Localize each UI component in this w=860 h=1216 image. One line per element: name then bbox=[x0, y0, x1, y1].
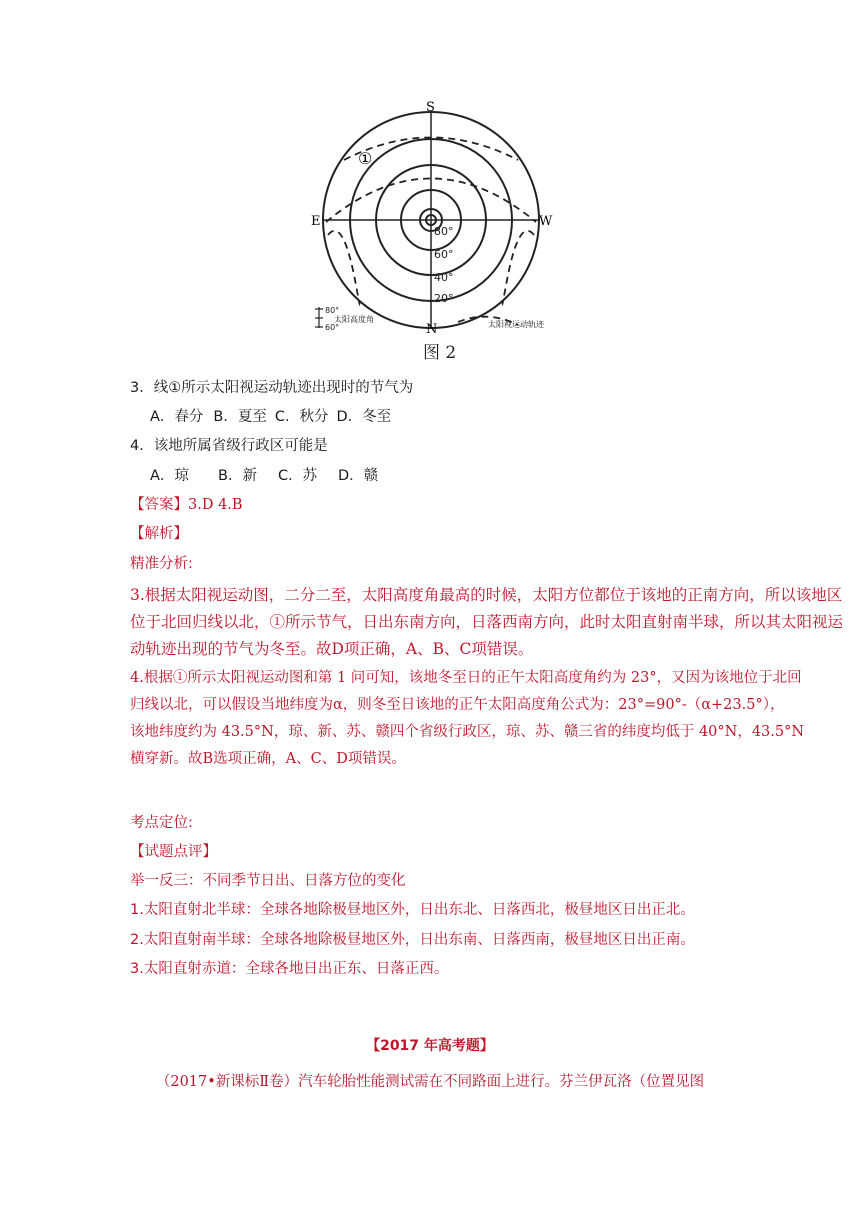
legend-scale-60: 60° bbox=[325, 323, 340, 332]
q3-option-c: C．秋分 bbox=[274, 409, 329, 425]
legend-track-label: 太阳视运动轨迹 bbox=[488, 320, 544, 329]
answer-line bbox=[130, 495, 243, 515]
q4-option-b: B．新 bbox=[218, 468, 257, 484]
analysis-p2-line: 该地纬度约为 43.5°N，琼、新、苏、赣四个省级行政区，琼、苏、赣三省的纬度均低于 40°N，43.5°N bbox=[130, 724, 805, 740]
legend-altitude-label: 太阳高度角 bbox=[334, 315, 374, 324]
question-3: 3．线①所示太阳视运动轨迹出现时的节气为 bbox=[130, 380, 414, 396]
analysis-p2-line: 归线以北，可以假设当地纬度为α，则冬至日该地的正午太阳高度角公式为：23°=90°-（α+23.5°）， bbox=[130, 697, 785, 713]
legend-scale-80: 80° bbox=[325, 306, 340, 315]
q3-option-b: B．夏至 bbox=[213, 409, 267, 425]
track-1-label: ① bbox=[358, 149, 373, 168]
answer-label: 【答案】 bbox=[130, 497, 188, 513]
analysis-p1-line: 动轨迹出现的节气为冬至。故D项正确，A、B、C项错误。 bbox=[130, 640, 534, 658]
q4-option-c: C．苏 bbox=[278, 468, 318, 484]
analysis-paragraph-2 bbox=[130, 665, 850, 773]
q3-option-d: D．冬至 bbox=[336, 409, 392, 425]
altitude-label-20: 20° bbox=[434, 292, 454, 305]
altitude-label-80: 80° bbox=[434, 225, 454, 238]
analysis-p1-line: 位于北回归线以北，①所示节气，日出东南方向，日落西南方向，此时太阳直射南半球，所以其太阳视运 bbox=[130, 613, 844, 631]
review-item-2: 2.太阳直射南半球：全球各地除极昼地区外，日出东南、日落西南，极昼地区日出正南。 bbox=[130, 932, 695, 948]
direction-south: S bbox=[426, 100, 435, 115]
review-label: 【试题点评】 bbox=[130, 844, 217, 860]
direction-east: E bbox=[311, 214, 321, 229]
sun-path-diagram bbox=[308, 100, 578, 368]
next-question-stem: （2017•新课标Ⅱ卷）汽车轮胎性能测试需在不同路面上进行。芬兰伊瓦洛（位置见图 bbox=[155, 1074, 705, 1090]
direction-west: W bbox=[539, 214, 553, 229]
analysis-p1-line: 3.根据太阳视运动图，二分二至，太阳高度角最高的时候，太阳方位都位于该地的正南方向，所以该地区 bbox=[130, 586, 843, 604]
kaodian-label: 考点定位: bbox=[130, 815, 193, 831]
direction-north: N bbox=[426, 322, 438, 337]
analysis-p2-line: 4.根据①所示太阳视运动图和第 1 问可知，该地冬至日的正午太阳高度角约为 23°，又因为该地位于北回 bbox=[130, 670, 802, 686]
analysis-paragraph-1 bbox=[130, 582, 850, 663]
q4-option-a: A．琼 bbox=[150, 468, 189, 484]
figure-caption: 图 2 bbox=[423, 343, 457, 363]
analysis-p2-line: 横穿新。故B选项正确，A、C、D项错误。 bbox=[130, 751, 406, 767]
answer-value: 3.D 4.B bbox=[188, 497, 243, 513]
section-title: 【2017 年高考题】 bbox=[366, 1038, 494, 1054]
question-4-options bbox=[150, 466, 378, 486]
altitude-label-40: 40° bbox=[434, 271, 454, 284]
question-3-options bbox=[150, 407, 391, 427]
altitude-label-60: 60° bbox=[434, 248, 454, 261]
q4-option-d: D．赣 bbox=[338, 468, 379, 484]
review-intro: 举一反三：不同季节日出、日落方位的变化 bbox=[130, 873, 406, 889]
question-4: 4．该地所属省级行政区可能是 bbox=[130, 438, 328, 454]
review-item-3: 3.太阳直射赤道：全球各地日出正东、日落正西。 bbox=[130, 961, 449, 977]
q3-option-a: A．春分 bbox=[150, 409, 204, 425]
analysis-subheading: 精准分析: bbox=[130, 556, 193, 572]
analysis-label: 【解析】 bbox=[130, 526, 188, 542]
review-item-1: 1.太阳直射北半球：全球各地除极昼地区外，日出东北、日落西北，极昼地区日出正北。 bbox=[130, 902, 695, 918]
